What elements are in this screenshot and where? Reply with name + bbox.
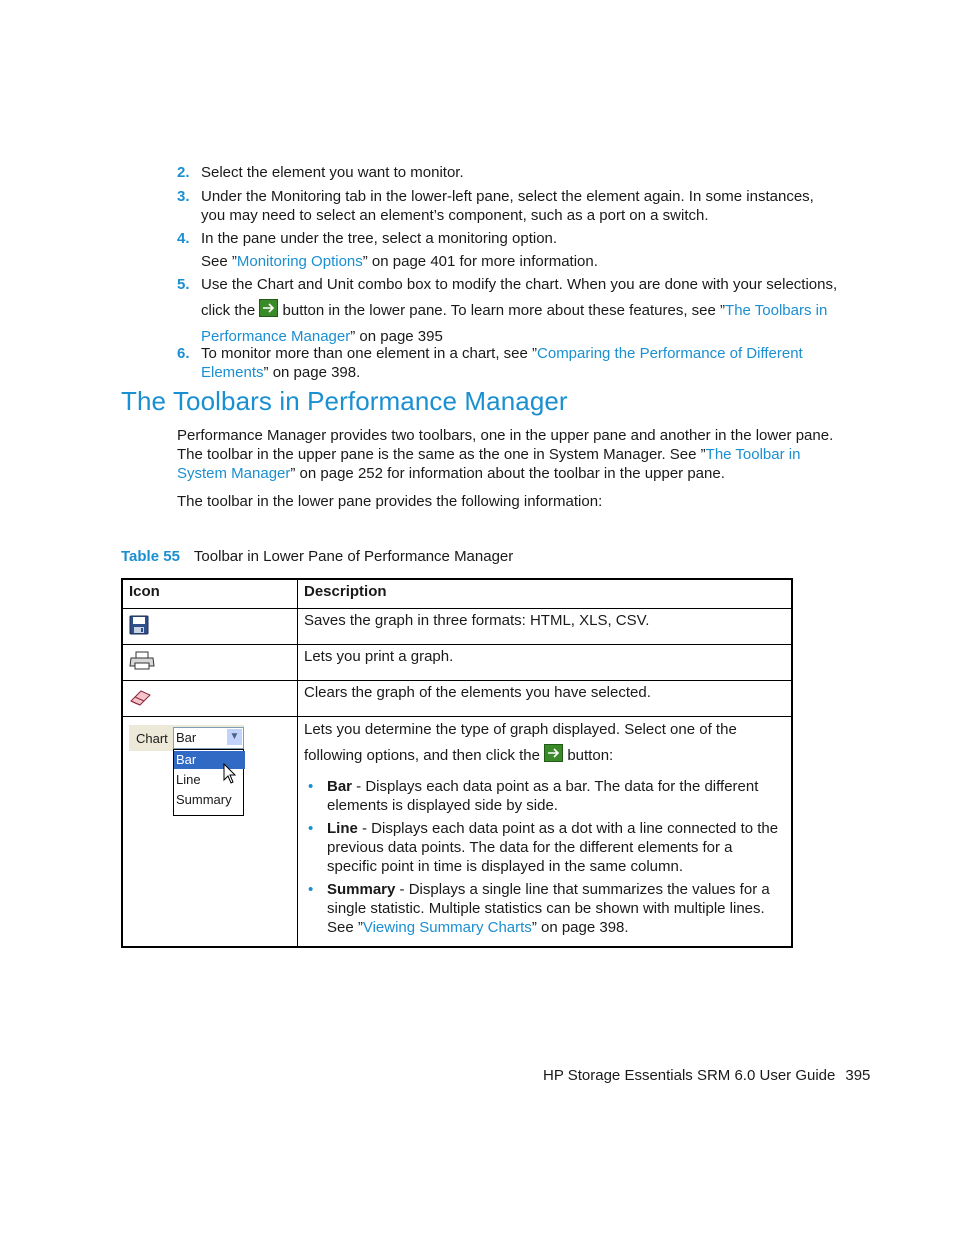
- icon-cell: [122, 609, 298, 645]
- description-cell: Clears the graph of the elements you have selected.: [298, 681, 793, 717]
- go-arrow-icon: [259, 299, 278, 317]
- icon-cell: [122, 645, 298, 681]
- table-row: [122, 717, 792, 948]
- table-title: Toolbar in Lower Pane of Performance Manager: [193, 548, 514, 565]
- list-item: • Line - Displays each data point as a dot with a line connected to the previous data points. The data for the different elements for a specific point in time is displayed in the same column.: [304, 819, 785, 876]
- section-heading: The Toolbars in Performance Manager: [121, 386, 568, 416]
- table-row: [122, 681, 792, 717]
- chevron-down-icon[interactable]: ▼: [227, 729, 242, 745]
- icon-cell: [122, 717, 298, 948]
- chart-options-list: [304, 777, 785, 937]
- step-5: [177, 275, 842, 350]
- step-4: [177, 229, 842, 271]
- step-6: [177, 344, 842, 382]
- list-item: • Bar - Displays each data point as a bar. The data for the different elements is displayed side by side.: [304, 777, 785, 815]
- icon-cell: [122, 681, 298, 717]
- step-text: To monitor more than one element in a chart, see ”Comparing the Performance of Different Elements” on page 398.: [201, 345, 803, 381]
- icon-column-header: Icon: [122, 579, 298, 609]
- step-see-note: See ”Monitoring Options” on page 401 for more information.: [201, 253, 598, 270]
- list-item: • Summary - Displays a single line that summarizes the values for a single statistic. Multiple statistics can be shown with multiple lines. See ”Viewing Summary Charts” on page 398.: [304, 880, 785, 937]
- step-text: Select the element you want to monitor.: [201, 164, 464, 181]
- lower-pane-paragraph: The toolbar in the lower pane provides the following information:: [177, 493, 603, 510]
- step-number: 6.: [177, 345, 190, 362]
- table-row: [122, 645, 792, 681]
- save-icon: [129, 615, 149, 635]
- page-number: 395: [845, 1067, 871, 1084]
- step-2: [177, 163, 842, 182]
- description-column-header: Description: [298, 579, 793, 609]
- description-cell: Lets you determine the type of graph displayed. Select one of the following options, and then click the button: • Bar - Displays each data point as a bar. The data for the different elements is displayed side by side. • Line - Displays each data point as a dot with a line connected to the previous data points. The data for the different elements for a specific point in time is displayed in the same column. • Summary - Displays a single line that summarizes the values for a single statistic. Multiple statistics can be shown with multiple lines. See ”Viewing Summary Charts” on page 398.: [298, 717, 793, 948]
- comparing-performance-link[interactable]: Comparing the Performance of Different Elements: [201, 345, 803, 381]
- step-text: Use the Chart and Unit combo box to modify the chart. When you are done with your selections, click the button in the lower pane. To learn more about these features, see ”The Toolbars in Performance Manager” on page 395: [201, 276, 838, 345]
- page-footer: [543, 1067, 870, 1084]
- step-number: 2.: [177, 164, 190, 181]
- table-caption: [121, 548, 513, 565]
- step-number: 3.: [177, 188, 190, 205]
- table-header-row: [122, 579, 792, 609]
- option-summary[interactable]: Summary: [176, 792, 232, 807]
- intro-paragraph: Performance Manager provides two toolbars, one in the upper pane and another in the lower pane. The toolbar in the upper pane is the same as the one in System Manager. See ”The Toolbar in System Manager” on page 252 for information about the toolbar in the upper pane.: [177, 427, 834, 482]
- step-number: 4.: [177, 230, 190, 247]
- footer-title: HP Storage Essentials SRM 6.0 User Guide: [543, 1067, 836, 1084]
- step-number: 5.: [177, 276, 190, 293]
- viewing-summary-charts-link[interactable]: Viewing Summary Charts: [362, 919, 532, 936]
- table-row: [122, 609, 792, 645]
- step-text: In the pane under the tree, select a monitoring option.: [201, 230, 558, 247]
- toolbars-link[interactable]: The Toolbars in Performance Manager: [201, 302, 828, 345]
- mouse-cursor-icon: [223, 763, 237, 785]
- step-3: [177, 187, 842, 225]
- chart-combo-label: Chart: [136, 731, 168, 746]
- eraser-icon: [129, 687, 153, 707]
- step-text: Under the Monitoring tab in the lower-left pane, select the element again. In some instances, you may need to select an element’s component, such as a port on a switch.: [201, 188, 814, 224]
- option-bar[interactable]: Bar: [174, 751, 245, 769]
- chart-combo-screenshot: [129, 723, 244, 815]
- toolbar-table: [121, 578, 793, 948]
- toolbar-system-manager-link[interactable]: The Toolbar in System Manager: [177, 446, 801, 482]
- go-arrow-icon: [544, 744, 563, 762]
- table-label: Table 55: [121, 548, 180, 565]
- description-cell: Saves the graph in three formats: HTML, XLS, CSV.: [298, 609, 793, 645]
- chart-type-select[interactable]: Bar ▼: [173, 727, 244, 749]
- monitoring-options-link[interactable]: Monitoring Options: [236, 253, 363, 270]
- option-line[interactable]: Line: [176, 772, 201, 787]
- print-icon: [129, 651, 155, 671]
- description-cell: Lets you print a graph.: [298, 645, 793, 681]
